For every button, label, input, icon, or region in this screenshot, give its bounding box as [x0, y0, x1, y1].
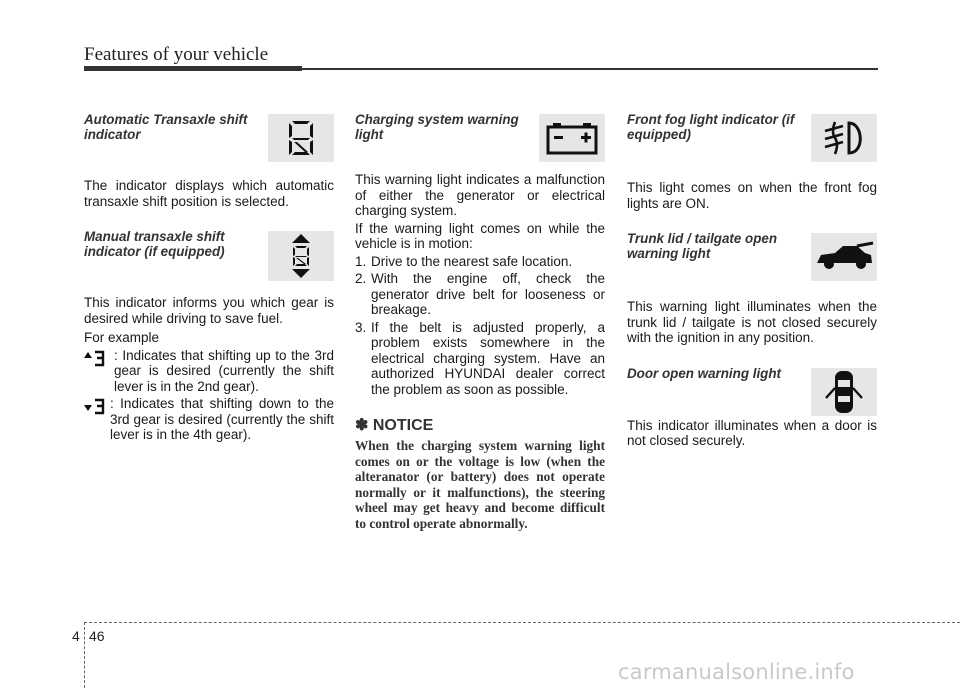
header-rule-thin — [302, 68, 878, 70]
shift-down-icon — [84, 397, 112, 415]
section-body: This indicator illuminates when a door is not closed securely. — [627, 417, 877, 448]
list-item: 3. If the belt is adjusted properly, a problem exists somewhere in the electrical charging system. Have an authorized HYUNDAI dealer correct the problem as soon as possible. — [355, 319, 605, 397]
section-title: Front fog light indicator (if equipped) — [627, 112, 795, 142]
notice-title: ✽ NOTICE — [355, 417, 434, 434]
transaxle-shift-indicator-icon — [268, 114, 334, 162]
section-automatic-shift-indicator — [84, 106, 334, 209]
footer-rule — [84, 622, 960, 623]
front-fog-light-icon — [811, 114, 877, 162]
section-title: Automatic Transaxle shift indicator — [84, 112, 248, 142]
section-body: If the warning light comes on while the vehicle is in motion: — [355, 220, 605, 251]
chapter-number: 4 — [72, 628, 80, 644]
header-rule-thick — [84, 66, 302, 71]
steps-list — [355, 254, 605, 398]
section-title: Trunk lid / tailgate open warning light — [627, 231, 778, 261]
column-3 — [627, 106, 877, 449]
column-2 — [355, 106, 605, 532]
watermark: carmanualsonline.info — [618, 660, 855, 684]
section-title: Charging system warning light — [355, 112, 519, 142]
section-door-open — [627, 360, 877, 449]
manual-shift-indicator-icon — [268, 231, 334, 281]
list-item: 1. Drive to the nearest safe location. — [355, 253, 573, 269]
section-title: Manual transaxle shift indicator (if equipped) — [84, 229, 225, 259]
section-front-fog-light — [627, 106, 877, 211]
list-item: 2. With the engine off, check the generator drive belt for looseness or breakage. — [355, 271, 605, 317]
footer-divider — [84, 622, 85, 688]
section-charging-warning — [355, 106, 605, 397]
page-header-title: Features of your vehicle — [84, 44, 269, 65]
section-manual-shift-indicator — [84, 223, 334, 443]
example-text: : Indicates that shifting up to the 3rd gear is desired (currently the shift lever is in the 2nd gear). — [114, 347, 334, 394]
section-body: This indicator informs you which gear is desired while driving to save fuel. — [84, 295, 334, 326]
column-1 — [84, 106, 334, 443]
page-number: 46 — [89, 628, 105, 644]
example-shift-down — [84, 396, 334, 443]
battery-icon — [539, 114, 605, 162]
section-title: Door open warning light — [627, 365, 781, 381]
section-body: This light comes on when the front fog lights are ON. — [627, 180, 877, 211]
section-trunk-open — [627, 225, 877, 346]
example-label: For example — [84, 330, 160, 345]
door-open-icon — [811, 368, 877, 416]
example-text: : Indicates that shifting down to the 3rd gear is desired (currently the shift lever is in the 4th gear). — [110, 396, 334, 442]
example-shift-up — [84, 348, 334, 395]
section-body: This warning light illuminates when the trunk lid / tailgate is not closed securely with the ignition in any position. — [627, 299, 877, 345]
section-body: The indicator displays which automatic transaxle shift position is selected. — [84, 178, 334, 209]
section-body: This warning light indicates a malfunction of either the generator or electrical charging system. — [355, 172, 605, 218]
shift-up-icon — [84, 349, 112, 367]
notice-body: When the charging system warning light comes on or the voltage is low (when the alteranator (or battery) does not operate normally or it malfunctions), the steering wheel may get heavy and become difficult to control operate abnormally. — [355, 438, 605, 531]
trunk-open-icon — [811, 233, 877, 281]
